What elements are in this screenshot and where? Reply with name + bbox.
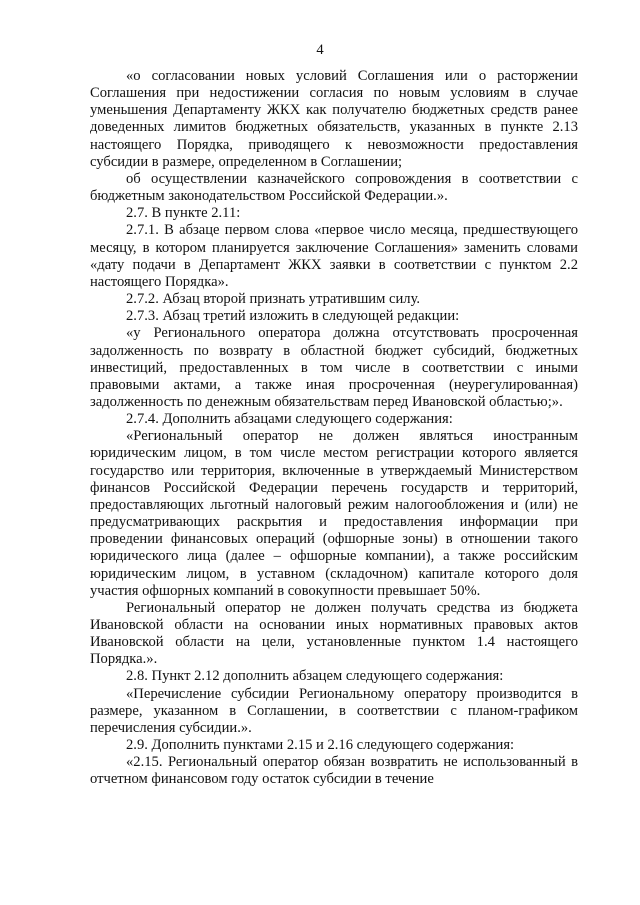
paragraph-9: «Региональный оператор не должен являться иностранным юридическим лицом, в том числе местом регистрации которого является государство или территория, включенные в утверждаемый Министерством финансов Российской Федерации перечень государств и территорий, предоставляющих льготный налоговый режим налогообложения и (или) не предусматривающих раскрытия и предоставления информации при проведении финансовых операций (офшорные зоны) в отношении такого юридического лица (далее – офшорные компании), а также российским юридическим лицом, в уставном (складочном) капитале которого доля участия офшорных компаний в совокупности превышает 50%. (90, 428, 578, 599)
paragraph-1: «о согласовании новых условий Соглашения или о расторжении Соглашения при недостижении согласия по новым условиям в случае уменьшения Департаменту ЖКХ как получателю бюджетных средств ранее доведенных лимитов бюджетных обязательств, указанных в пункте 2.13 настоящего Порядка, приводящего к невозможности предоставления субсидии в размере, определенном в Соглашении; (90, 68, 578, 170)
paragraph-5: 2.7.2. Абзац второй признать утратившим силу. (126, 291, 421, 308)
paragraph-6: 2.7.3. Абзац третий изложить в следующей редакции: (126, 308, 460, 325)
paragraph-7: «у Регионального оператора должна отсутствовать просроченная задолженность по возврату в областной бюджет субсидий, бюджетных инвестиций, предоставленных в том числе в соответствии с иными правовыми актами, а также иная просроченная (неурегулированная) задолженность по денежным обязательствам перед Ивановской областью;». (90, 325, 578, 410)
paragraph-2: об осуществлении казначейского сопровождения в соответствии с бюджетным законодательством Российской Федерации.». (90, 170, 578, 205)
paragraph-14: «2.15. Региональный оператор обязан возвратить не использованный в отчетном финансовом году остаток субсидии в течение (90, 754, 578, 788)
paragraph-11: 2.8. Пункт 2.12 дополнить абзацем следующего содержания: (126, 668, 504, 685)
paragraph-8: 2.7.4. Дополнить абзацами следующего содержания: (126, 411, 453, 428)
document-body (90, 68, 578, 789)
paragraph-12: «Перечисление субсидии Региональному оператору производится в размере, указанном в Соглашении, в соответствии с планом-графиком перечисления субсидии.». (90, 685, 578, 736)
paragraph-10: Региональный оператор не должен получать средства из бюджета Ивановской области на основании иных нормативных правовых актов Ивановской области на цели, установленные пунктом 1.4 настоящего Порядка.». (90, 599, 578, 668)
paragraph-3: 2.7. В пункте 2.11: (126, 205, 241, 222)
paragraph-4: 2.7.1. В абзаце первом слова «первое число месяца, предшествующего месяцу, в котором планируется заключение Соглашения» заменить словами «дату подачи в Департамент ЖКХ заявки в соответствии с пунктом 2.2 настоящего Порядка». (90, 222, 578, 290)
page-number: 4 (316, 42, 324, 58)
paragraph-13: 2.9. Дополнить пунктами 2.15 и 2.16 следующего содержания: (126, 737, 515, 754)
